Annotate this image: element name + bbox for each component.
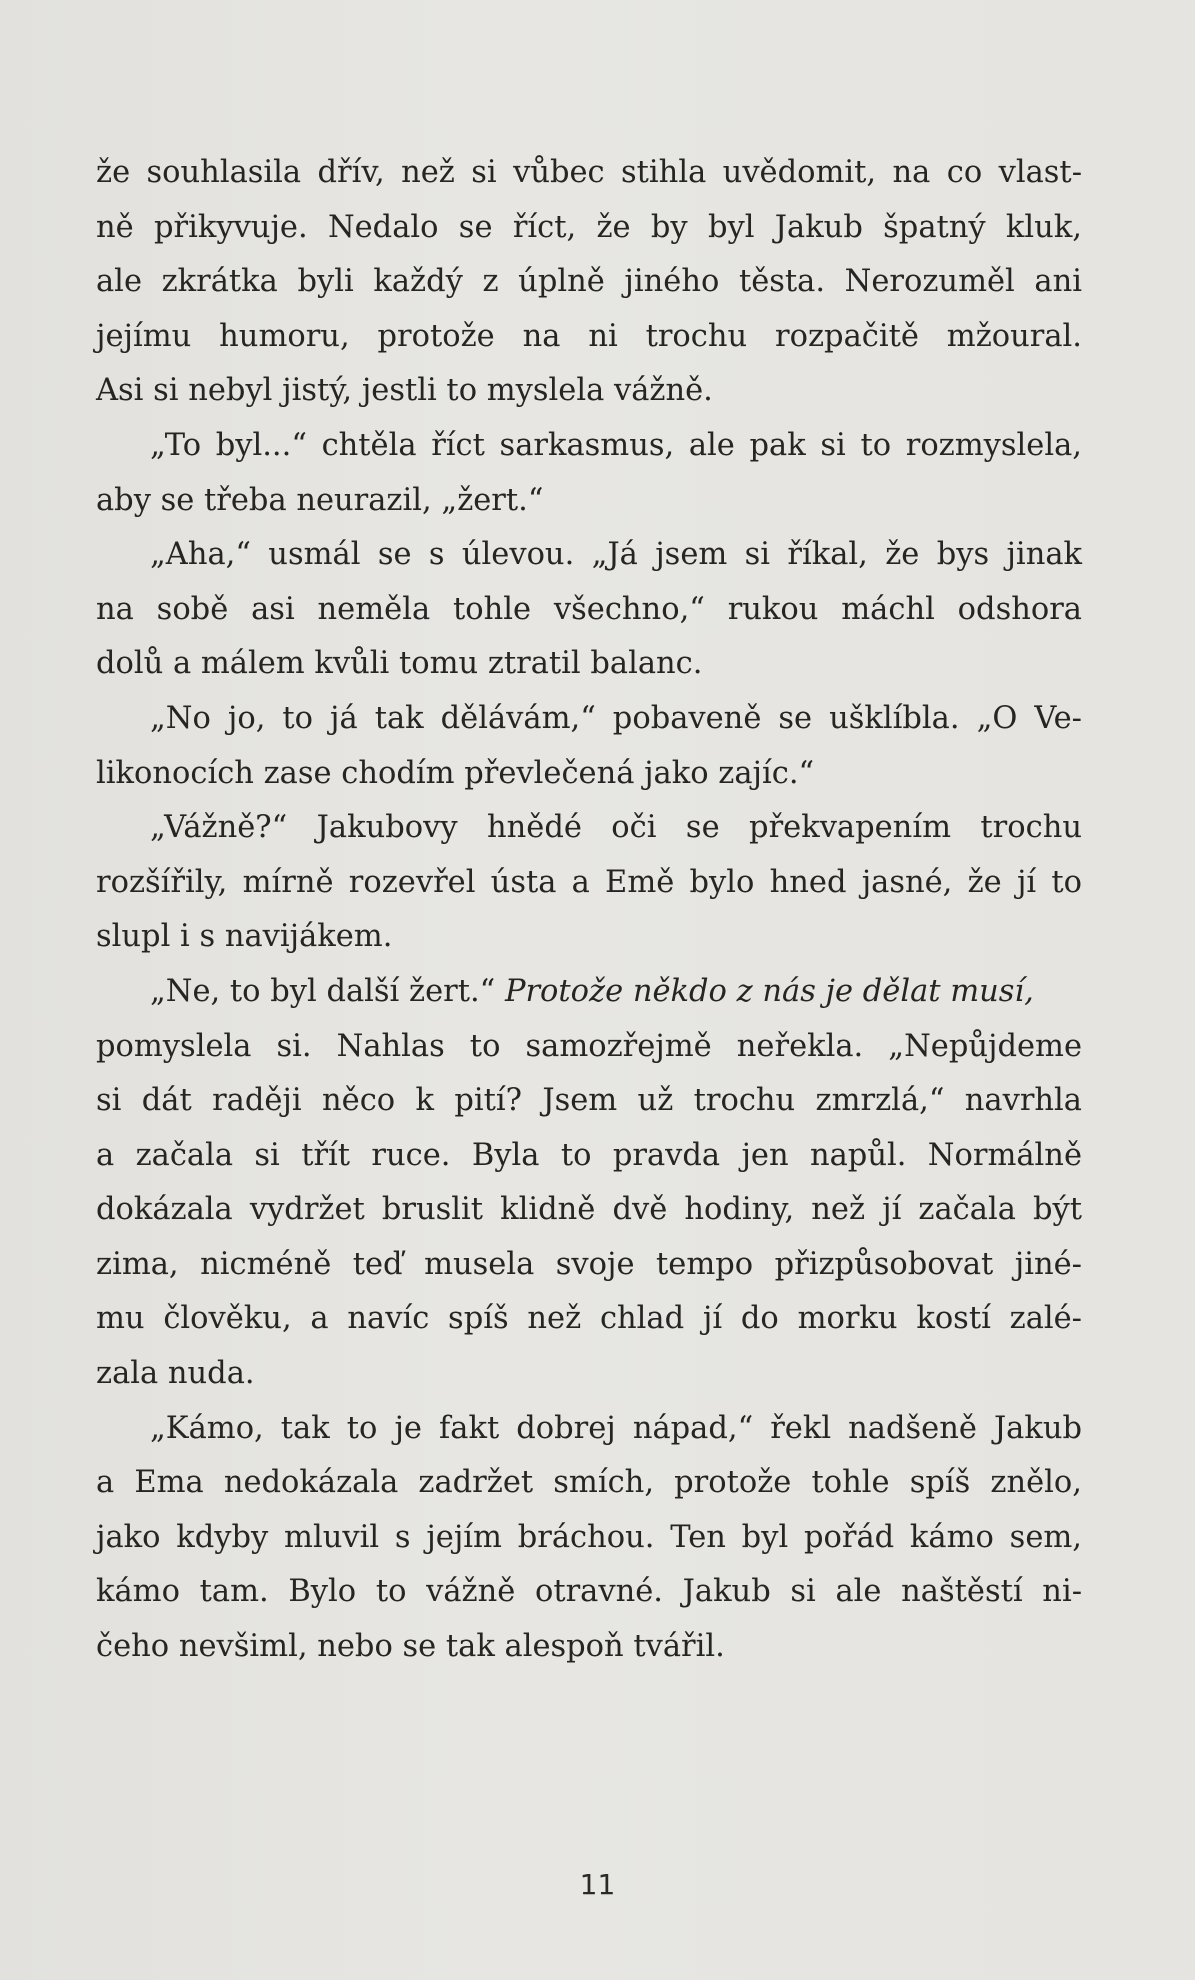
text-line: zala nuda.: [96, 1356, 255, 1392]
text-line: [96, 965, 1082, 1020]
text-line: „No jo, to já tak dělávám,“ pobaveně se ušklíbla. „O Ve-: [150, 700, 1082, 736]
text-line: Asi si nebyl jistý, jestli to myslela vážně.: [96, 373, 713, 409]
text-line: rozšířily, mírně rozevřel ústa a Emě bylo hned jasné, že jí to: [96, 864, 1082, 900]
text-line: ně přikyvuje. Nedalo se říct, že by byl Jakub špatný kluk,: [96, 209, 1082, 245]
text-span: „Ne, to byl další žert.“: [150, 973, 505, 1009]
text-line: „Aha,“ usmál se s úlevou. „Já jsem si říkal, že bys jinak: [150, 537, 1082, 573]
text-line: „To byl...“ chtěla říct sarkasmus, ale pak si to rozmyslela,: [150, 427, 1082, 463]
text-line: „Vážně?“ Jakubovy hnědé oči se překvapením trochu: [150, 810, 1082, 846]
text-line: mu člověku, a navíc spíš než chlad jí do morku kostí zalé-: [96, 1301, 1082, 1337]
text-line: aby se třeba neurazil, „žert.“: [96, 482, 544, 518]
text-line: jako kdyby mluvil s jejím bráchou. Ten byl pořád kámo sem,: [96, 1519, 1082, 1555]
page-number: 11: [579, 1868, 616, 1901]
text-line: a začala si třít ruce. Byla to pravda jen napůl. Normálně: [96, 1137, 1082, 1173]
text-line: kámo tam. Bylo to vážně otravné. Jakub si ale naštěstí ni-: [96, 1574, 1082, 1610]
text-line: ale zkrátka byli každý z úplně jiného těsta. Nerozuměl ani: [96, 264, 1082, 300]
text-line: a Ema nedokázala zadržet smích, protože tohle spíš znělo,: [96, 1465, 1082, 1501]
text-line: dolů a málem kvůli tomu ztratil balanc.: [96, 646, 703, 682]
text-line: čeho nevšiml, nebo se tak alespoň tvářil.: [96, 1629, 725, 1665]
text-line: slupl i s navijákem.: [96, 919, 393, 955]
text-line: si dát raději něco k pití? Jsem už trochu zmrzlá,“ navrhla: [96, 1083, 1082, 1119]
text-line: pomyslela si. Nahlas to samozřejmě neřekla. „Nepůjdeme: [96, 1028, 1082, 1064]
text-line: zima, nicméně teď musela svoje tempo přizpůsobovat jiné-: [96, 1246, 1082, 1282]
text-line: že souhlasila dřív, než si vůbec stihla uvědomit, na co vlast-: [96, 155, 1082, 190]
text-line: dokázala vydržet bruslit klidně dvě hodiny, než jí začala být: [96, 1192, 1082, 1228]
text-line: jejímu humoru, protože na ni trochu rozpačitě mžoural.: [96, 318, 1082, 354]
text-line: na sobě asi neměla tohle všechno,“ rukou máchl odshora: [96, 591, 1082, 627]
text-line: likonocích zase chodím převlečená jako zajíc.“: [96, 755, 815, 791]
italic-thought: Protože někdo z nás je dělat musí,: [504, 973, 1034, 1009]
text-line: „Kámo, tak to je fakt dobrej nápad,“ řekl nadšeně Jakub: [150, 1410, 1082, 1446]
body-text: [96, 146, 1082, 1675]
